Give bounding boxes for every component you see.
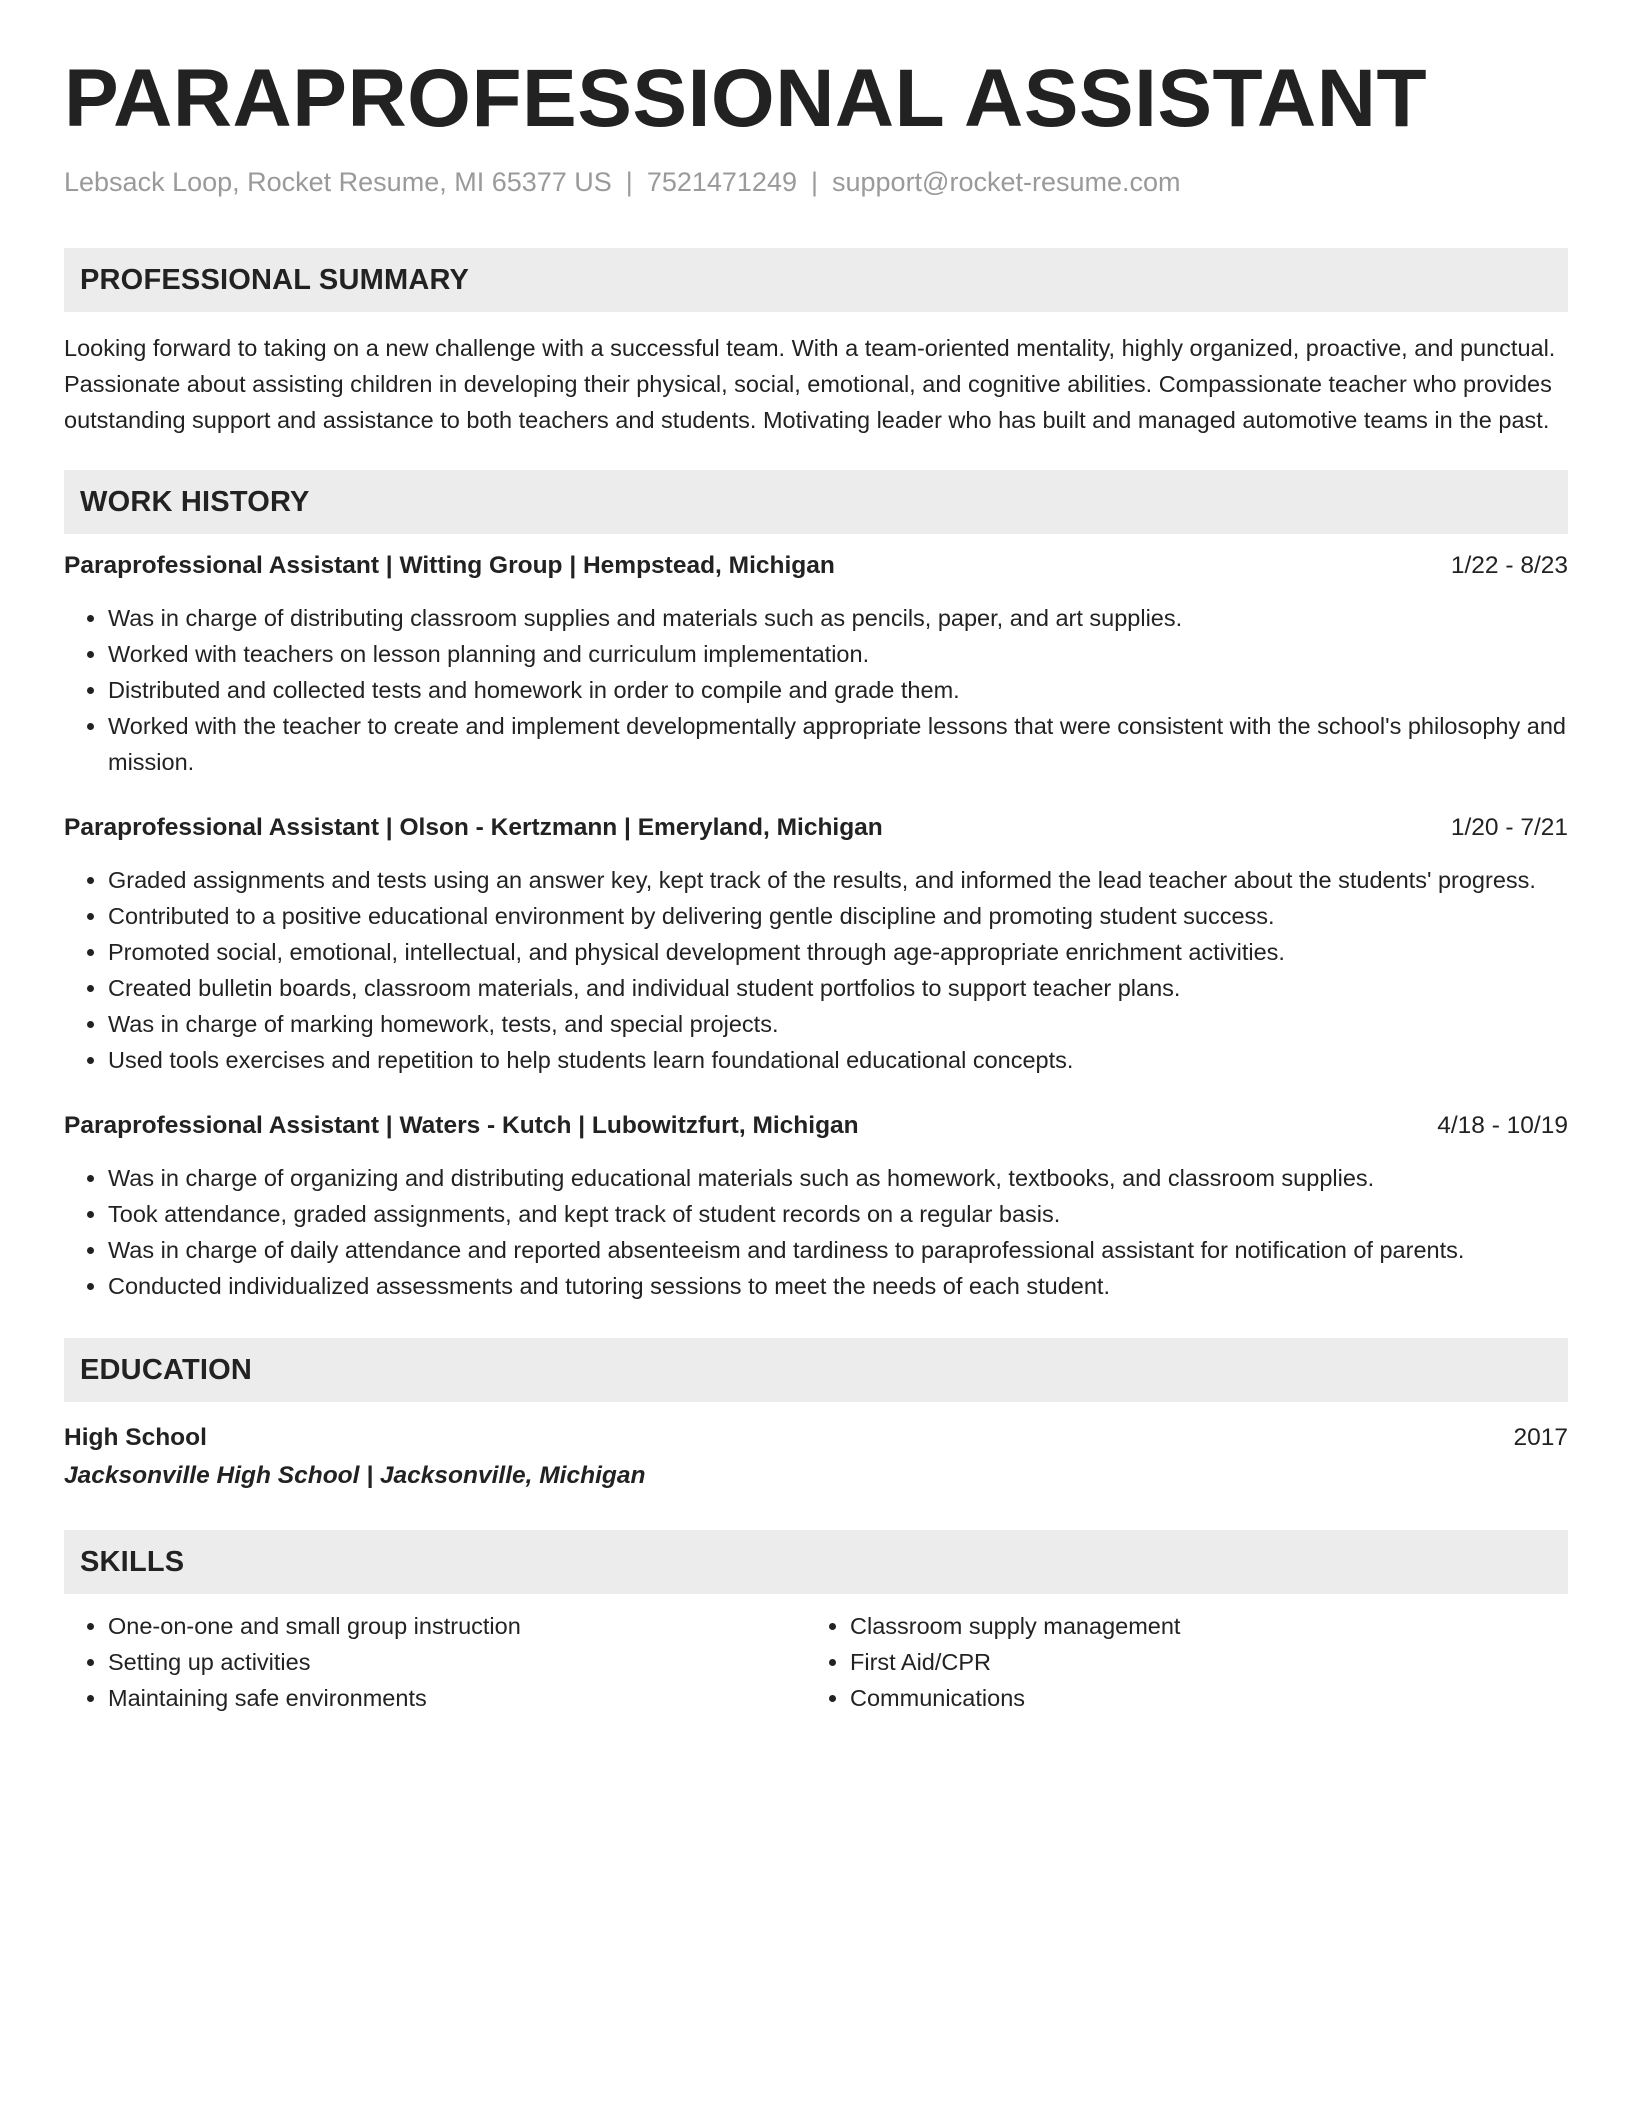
job-header: [64, 1108, 1568, 1144]
job-bullet: • Graded assignments and tests using an answer key, kept track of the results, and informed the lead teacher about the students' progress.: [108, 862, 1568, 898]
job-bullet: • Promoted social, emotional, intellectual, and physical development through age-appropriate enrichment activities.: [108, 934, 1568, 970]
section-heading-work-history: WORK HISTORY: [64, 470, 1568, 534]
contact-line: [64, 166, 1568, 198]
job-title: Paraprofessional Assistant | Olson - Kertzmann | Emeryland, Michigan: [64, 814, 883, 842]
contact-email: support@rocket-resume.com: [832, 167, 1181, 197]
skills-list: [806, 1608, 1548, 1716]
job-bullet: • Was in charge of marking homework, tests, and special projects.: [108, 1006, 1568, 1042]
skills-list: [64, 1608, 806, 1716]
skills-column-left: [64, 1608, 806, 1716]
job-entry: [64, 548, 1568, 780]
education-year: 2017: [1513, 1424, 1568, 1452]
contact-address: Lebsack Loop, Rocket Resume, MI 65377 US: [64, 167, 612, 197]
contact-phone: 7521471249: [646, 167, 797, 197]
resume-page: [64, 0, 1568, 1716]
job-entry: [64, 810, 1568, 1078]
education-header: [64, 1420, 1568, 1456]
job-bullet: • Was in charge of distributing classroom supplies and materials such as pencils, paper, and art supplies.: [108, 600, 1568, 636]
job-bullet: • Used tools exercises and repetition to help students learn foundational educational concepts.: [108, 1042, 1568, 1078]
contact-separator: |: [625, 167, 633, 197]
education-school: Jacksonville High School | Jacksonville, Michigan: [64, 1462, 646, 1490]
job-bullet: • Worked with teachers on lesson planning and curriculum implementation.: [108, 636, 1568, 672]
summary-text: Looking forward to taking on a new challenge with a successful team. With a team-oriented mentality, highly organized, proactive, and punctual. Passionate about assisting children in developing their physical, social, emotional, and cognitive abilities. Compassionate teacher who provides outstanding support and assistance to both teachers and students. Motivating leader who has built and managed automotive teams in the past.: [64, 335, 1556, 434]
job-bullet: • Conducted individualized assessments and tutoring sessions to meet the needs of each student.: [108, 1268, 1568, 1304]
job-bullet: • Was in charge of daily attendance and reported absenteeism and tardiness to paraprofessional assistant for notification of parents.: [108, 1232, 1568, 1268]
section-heading-education: EDUCATION: [64, 1338, 1568, 1402]
job-bullet: • Distributed and collected tests and homework in order to compile and grade them.: [108, 672, 1568, 708]
contact-separator: |: [810, 167, 818, 197]
education-degree: High School: [64, 1424, 207, 1452]
skill-item: • Classroom supply management: [850, 1608, 1548, 1644]
job-header: [64, 810, 1568, 846]
job-bullet: • Was in charge of organizing and distributing educational materials such as homework, textbooks, and classroom supplies.: [108, 1160, 1568, 1196]
skill-item: • First Aid/CPR: [850, 1644, 1548, 1680]
job-bullet: • Worked with the teacher to create and implement developmentally appropriate lessons that were consistent with the school's philosophy and mission.: [108, 708, 1568, 780]
job-bullet: • Created bulletin boards, classroom materials, and individual student portfolios to support teacher plans.: [108, 970, 1568, 1006]
section-heading-skills: SKILLS: [64, 1530, 1568, 1594]
job-bullets: [64, 1160, 1568, 1304]
job-entry: [64, 1108, 1568, 1304]
skill-item: • Maintaining safe environments: [108, 1680, 806, 1716]
job-header: [64, 548, 1568, 584]
skills-column-right: [806, 1608, 1548, 1716]
job-dates: 1/20 - 7/21: [1450, 814, 1568, 842]
skill-item: • Setting up activities: [108, 1644, 806, 1680]
job-dates: 4/18 - 10/19: [1437, 1112, 1568, 1140]
candidate-name: PARAPROFESSIONAL ASSISTANT: [64, 53, 1428, 144]
job-title: Paraprofessional Assistant | Waters - Kutch | Lubowitzfurt, Michigan: [64, 1112, 859, 1140]
job-bullets: [64, 862, 1568, 1078]
job-bullet: • Took attendance, graded assignments, and kept track of student records on a regular basis.: [108, 1196, 1568, 1232]
section-heading-summary: PROFESSIONAL SUMMARY: [64, 248, 1568, 312]
skill-item: • One-on-one and small group instruction: [108, 1608, 806, 1644]
skill-item: • Communications: [850, 1680, 1548, 1716]
job-dates: 1/22 - 8/23: [1450, 552, 1568, 580]
skills-grid: [64, 1608, 1568, 1716]
job-bullet: • Contributed to a positive educational environment by delivering gentle discipline and promoting student success.: [108, 898, 1568, 934]
job-bullets: [64, 600, 1568, 780]
job-title: Paraprofessional Assistant | Witting Group | Hempstead, Michigan: [64, 552, 835, 580]
